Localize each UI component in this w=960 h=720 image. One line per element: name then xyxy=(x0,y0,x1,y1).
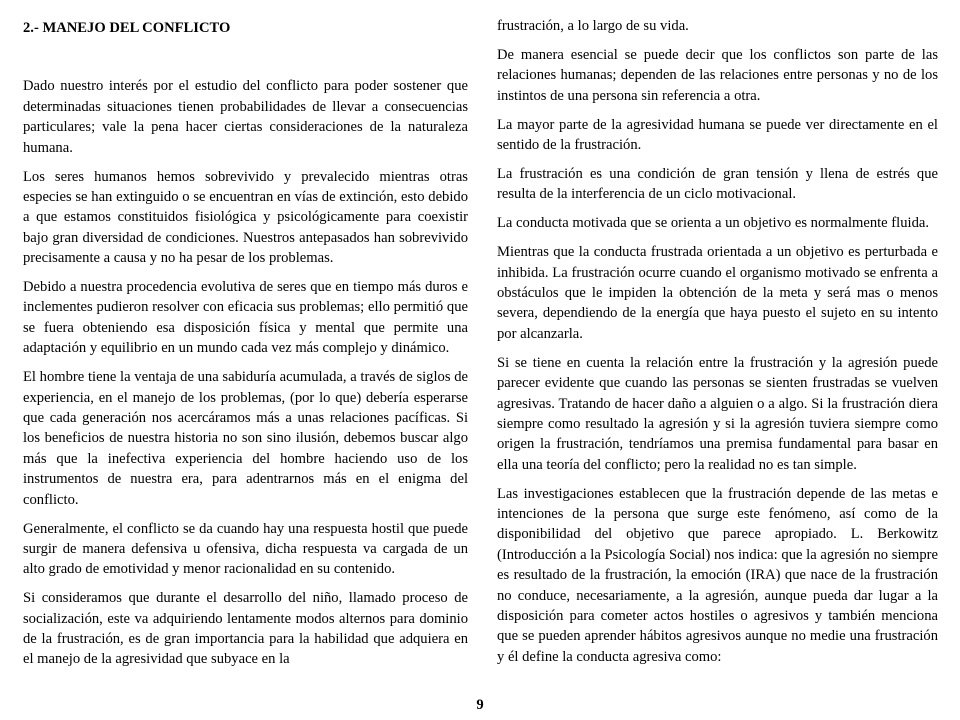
right-paragraph-3: La mayor parte de la agresividad humana se puede ver directamente en el sentido de la frustración. xyxy=(497,116,938,154)
right-paragraph-4: La frustración es una condición de gran tensión y llena de estrés que resulta de la interferencia de un ciclo motivacional. xyxy=(497,165,938,203)
right-paragraph-5: La conducta motivada que se orienta a un objetivo es normalmente fluida. xyxy=(497,215,929,232)
right-paragraph-8: Las investigaciones establecen que la frustración depende de las metas e intenciones de la persona que surge este fenómeno, así como de la disponibilidad del objetivo que parece apropiado. L. Berkowitz (Introducción a la Psicología Social) nos indica: que la agresión no siempre es resultado de la frustración, la emoción (IRA) que nace de la frustración no conduce, necesariamente, a la agresión, aunque pueda dar lugar a la disposición para cometer actos hostiles o agresivos y también menciona que se pueden aprender hábitos agresivos aunque no medie una frustración y él define la conducta agresiva como: xyxy=(497,485,938,665)
right-paragraph-6: Mientras que la conducta frustrada orientada a un objetivo es perturbada e inhibida. La frustración ocurre cuando el organismo motivado se enfrenta a obstáculos que le impiden la obtención de la meta y será mas o menos severa, dependiendo de la energía que haya puesto el sujeto en su intento por alcanzarla. xyxy=(497,244,938,342)
section-heading: 2.- MANEJO DEL CONFLICTO xyxy=(23,20,231,36)
right-paragraph-2: De manera esencial se puede decir que los conflictos son parte de las relaciones humanas; dependen de las relaciones entre personas y no de los instintos de una persona sin referencia a otra. xyxy=(497,46,938,104)
left-column xyxy=(23,18,468,678)
page-number: 9 xyxy=(476,697,484,713)
right-column xyxy=(497,16,938,676)
right-paragraph-1: frustración, a lo largo de su vida. xyxy=(497,18,689,34)
left-paragraph-5: Generalmente, el conflicto se da cuando hay una respuesta hostil que puede surgir de manera defensiva u ofensiva, dicha respuesta va cargada de un alto grado de emotividad y menor racionalidad en su contenido. xyxy=(23,520,468,578)
left-paragraph-3: Debido a nuestra procedencia evolutiva de seres que en tiempo más duros e inclementes pudieron resolver con eficacia sus problemas; ello permitió que se fuera obteniendo esa disposición física y mental que permite una adaptación y equilibrio en un mundo cada vez más complejo y dinámico. xyxy=(23,279,468,357)
right-paragraph-7: Si se tiene en cuenta la relación entre la frustración y la agresión puede parecer evidente que cuando las personas se sienten frustradas se vuelven agresivas. Tratando de hacer daño a alguien o a algo. Si la frustración diera siempre como resultado la agresión y si la agresión tuviera siempre como origen la frustración, tendríamos una premisa fundamental para basar en ella una teoría del conflicto; pero la realidad no es tan simple. xyxy=(497,354,938,473)
left-paragraph-6: Si consideramos que durante el desarrollo del niño, llamado proceso de socialización, este va adquiriendo lentamente modos alternos para dominio de la frustración, es de gran importancia para la habilidad que adquiera en el manejo de la agresividad que subyace en la xyxy=(23,590,468,668)
left-paragraph-4: El hombre tiene la ventaja de una sabiduría acumulada, a través de siglos de experiencia, en el manejo de los problemas, (por lo que) debería esperarse que cada generación nos acercáramos más a unas relaciones pacíficas. Si los beneficios de nuestra historia no son sino ilusión, debemos buscar algo más que la inefectiva experiencia del hombre haciendo uso de los instrumentos de nuestra era, para adentrarnos más en el enigma del conflicto. xyxy=(23,369,468,508)
left-paragraph-2: Los seres humanos hemos sobrevivido y prevalecido mientras otras especies se han extinguido o se encuentran en vías de extinción, esto debido a que estamos constituidos fisiológica y psicológicamente para coexistir bajo gran diversidad de condiciones. Nuestros antepasados han sobrevivido precisamente a causa y no ha pesar de los problemas. xyxy=(23,168,468,267)
left-paragraph-1: Dado nuestro interés por el estudio del conflicto para poder sostener que determinadas situaciones tienen probabilidades de llevar a consecuencias particulares; vale la pena hacer ciertas consideraciones de la naturaleza humana. xyxy=(23,78,468,156)
